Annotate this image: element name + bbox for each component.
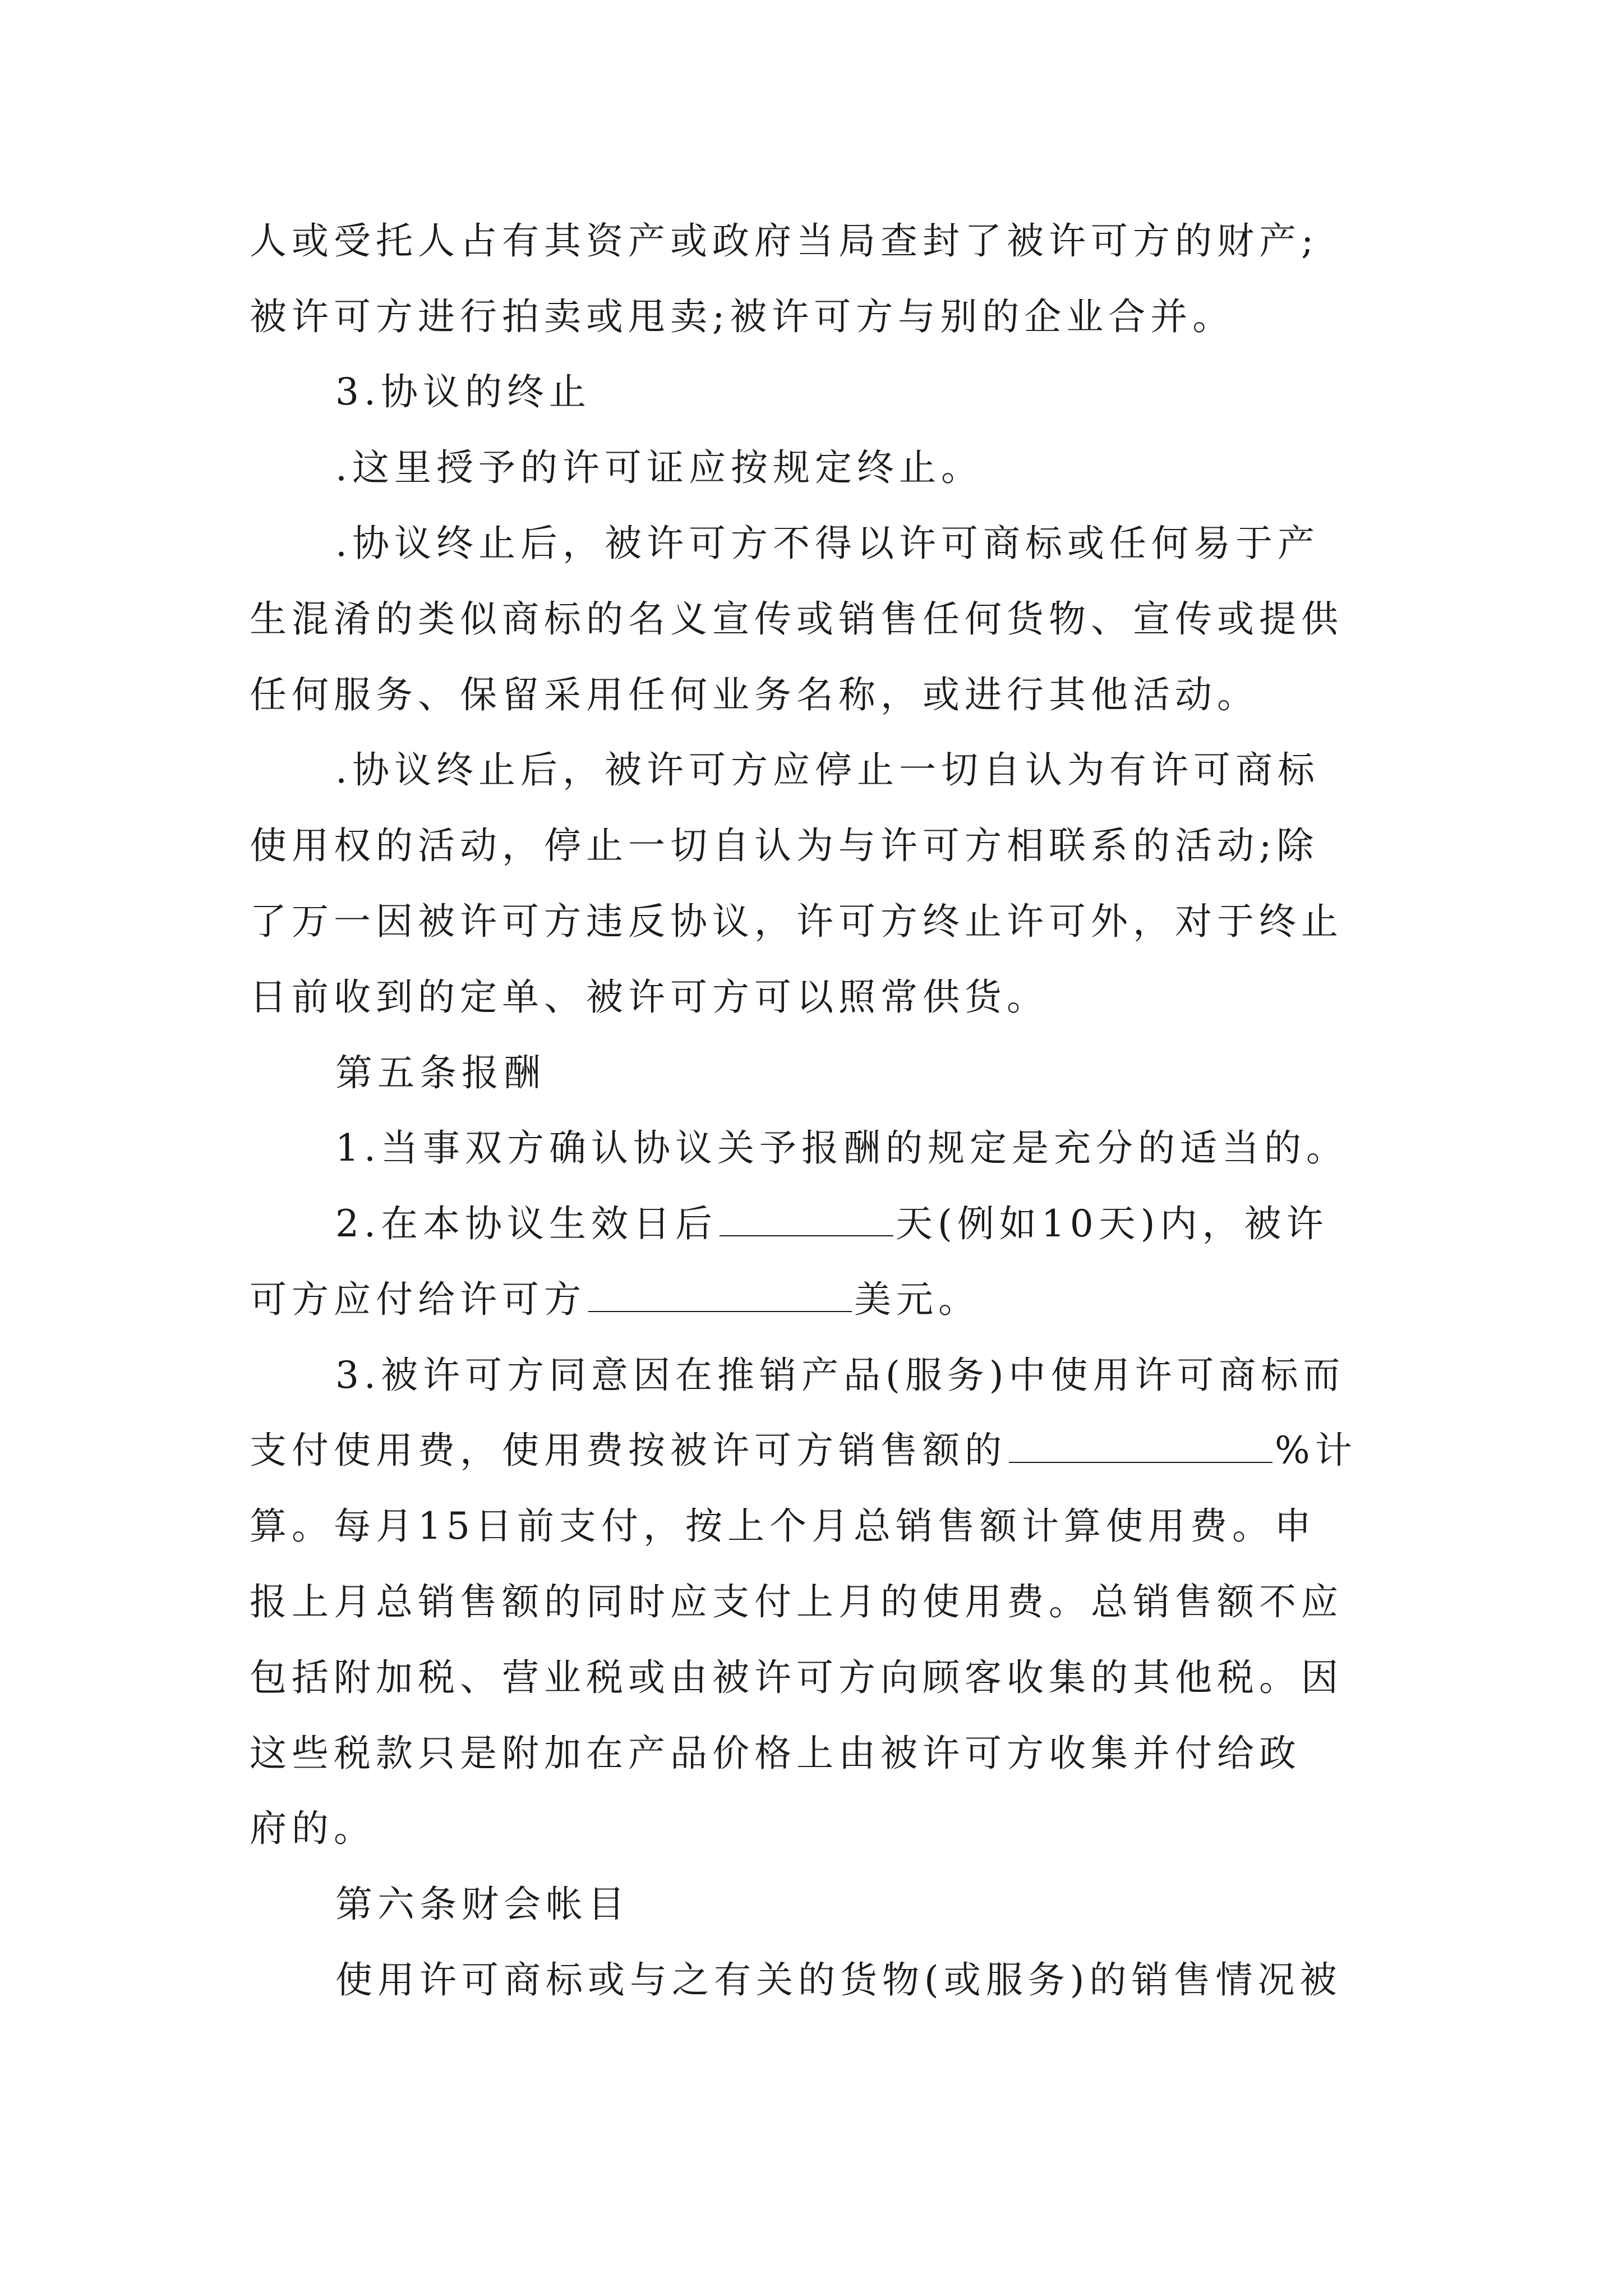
line-text: 可方应付给许可方 bbox=[250, 1278, 586, 1321]
paragraph-line: 府的。 bbox=[250, 1807, 376, 1850]
paragraph-line: 使用权的活动，停止一切自认为与许可方相联系的活动;除 bbox=[250, 824, 1319, 867]
paragraph-line bbox=[250, 1274, 980, 1325]
line-text: 天(例如10天)内，被许 bbox=[895, 1202, 1329, 1245]
paragraph-line: 报上月总销售额的同时应支付上月的使用费。总销售额不应 bbox=[250, 1580, 1343, 1623]
paragraph-line: 3.被许可方同意因在推销产品(服务)中使用许可商标而 bbox=[335, 1354, 1345, 1397]
article-heading: 第五条报酬 bbox=[335, 1051, 546, 1094]
paragraph-line: 生混淆的类似商标的名义宣传或销售任何货物、宣传或提供 bbox=[250, 597, 1343, 641]
paragraph-line: 使用许可商标或与之有关的货物(或服务)的销售情况被 bbox=[335, 1958, 1342, 2001]
paragraph-line: 日前收到的定单、被许可方可以照常供货。 bbox=[250, 976, 1049, 1019]
line-text: 2.在本协议生效日后 bbox=[335, 1202, 717, 1245]
paragraph-line: 被许可方进行拍卖或甩卖;被许可方与别的企业合并。 bbox=[250, 295, 1235, 338]
paragraph-line: 包括附加税、营业税或由被许可方向顾客收集的其他税。因 bbox=[250, 1656, 1343, 1699]
paragraph-line bbox=[335, 1199, 1328, 1249]
line-text: 支付使用费，使用费按被许可方销售额的 bbox=[250, 1429, 1007, 1472]
paragraph-line: .协议终止后，被许可方应停止一切自认为有许可商标 bbox=[335, 748, 1320, 792]
paragraph-line: 任何服务、保留采用任何业务名称，或进行其他活动。 bbox=[250, 673, 1259, 716]
paragraph-line: .这里授予的许可证应按规定终止。 bbox=[335, 446, 983, 489]
paragraph-line: 1.当事双方确认协议关予报酬的规定是充分的适当的。 bbox=[335, 1126, 1348, 1170]
section-heading: 3.协议的终止 bbox=[335, 370, 591, 413]
paragraph-line: 算。每月15日前支付，按上个月总销售额计算使用费。申 bbox=[250, 1504, 1316, 1548]
fill-in-blank[interactable] bbox=[1009, 1428, 1272, 1463]
fill-in-blank[interactable] bbox=[588, 1277, 852, 1312]
paragraph-line: 了万一因被许可方违反协议，许可方终止许可外，对于终止 bbox=[250, 900, 1343, 943]
fill-in-blank[interactable] bbox=[720, 1202, 893, 1236]
paragraph-line: 这些税款只是附加在产品价格上由被许可方收集并付给政 bbox=[250, 1732, 1301, 1775]
paragraph-line: 人或受托人占有其资产或政府当局查封了被许可方的财产; bbox=[250, 219, 1319, 263]
paragraph-line bbox=[250, 1425, 1357, 1476]
paragraph-line: .协议终止后，被许可方不得以许可商标或任何易于产 bbox=[335, 522, 1320, 565]
article-heading: 第六条财会帐目 bbox=[335, 1883, 630, 1926]
line-text: %计 bbox=[1275, 1429, 1357, 1472]
line-text: 美元。 bbox=[854, 1278, 980, 1321]
